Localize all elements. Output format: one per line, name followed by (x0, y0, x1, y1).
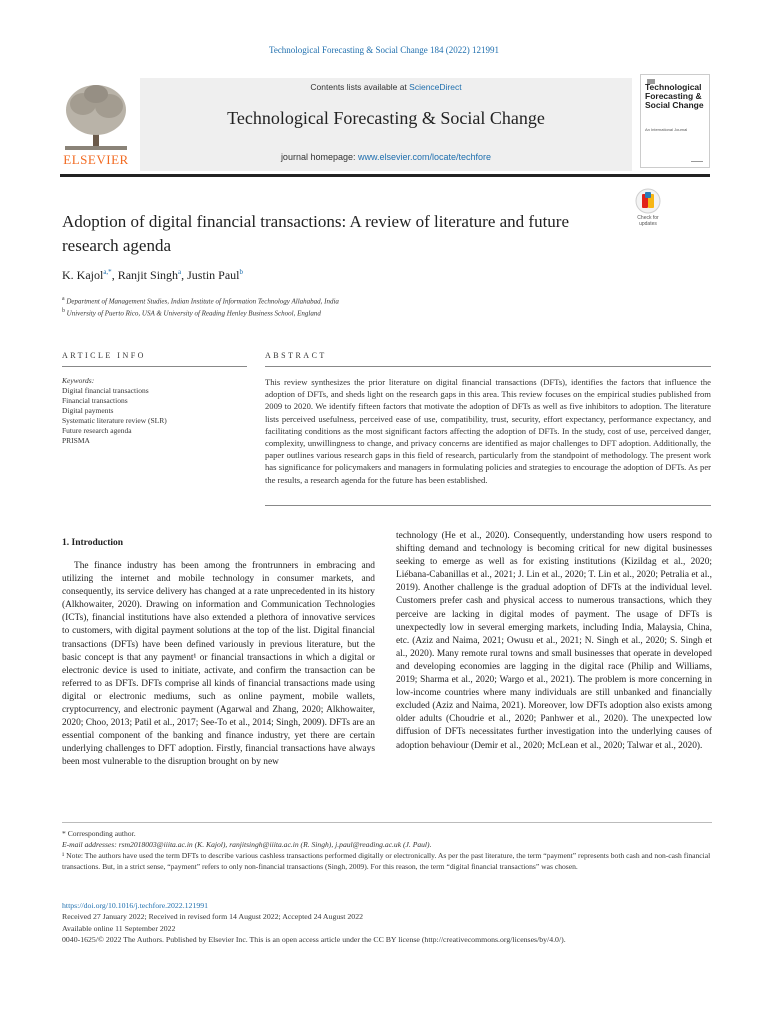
author-name[interactable]: Ranjit Singh (117, 268, 179, 282)
keyword: PRISMA (62, 436, 90, 445)
journal-homepage (140, 152, 632, 162)
header-rule (60, 174, 710, 177)
intro-column-right (396, 530, 712, 753)
sciencedirect-link[interactable]: ScienceDirect (409, 82, 462, 92)
cover-rule (691, 161, 703, 162)
abstract-text: This review synthesizes the prior literature on digital financial transactions (DFTs), identifies the factors that influence the adoption of DFTs, and sheds light on the research gaps in this area. This review focuses on the empirical studies published from 2009 to 2020. We identify fifteen factors that motivate the adoption of DFTs as well as five inhibitors to adoption. The literature lists perceived usefulness, perceived ease of use, compatibility, trust, security, effort expectancy, performance expectancy, and facilitating conditions as the most significant factors affecting the adoption of DFTs. In the study, cost of use, perceived danger, complexity, unwillingness to change, and privacy concerns are identified as major challenges to DFT adoption. Additionally, the paper outlines various research gaps in this field of research, particularly from the standpoint of methodology. The present work has significance for policymakers and managers in formulating policies and strategies to encourage the adoption of DFTs. As per the results, a research agenda for the future has been established. (265, 377, 711, 485)
doi-link[interactable]: https://doi.org/10.1016/j.techfore.2022.121991 (62, 901, 209, 910)
journal-title: Technological Forecasting & Social Change (227, 108, 545, 128)
contents-prefix: Contents lists available at (310, 82, 410, 92)
homepage-link[interactable]: www.elsevier.com/locate/techfore (358, 152, 492, 162)
journal-cover (640, 74, 710, 168)
affiliation-text: Department of Management Studies, Indian Institute of Information Technology Allahabad, India (66, 297, 339, 306)
abstract-rule (265, 366, 711, 367)
keyword: Systematic literature review (SLR) (62, 416, 167, 425)
copyright-license: 0040-1625/© 2022 The Authors. Published by Elsevier Inc. This is an open access article under the CC BY license (http://creativecommons.org/licenses/by/4.0/). (62, 935, 566, 945)
check-updates-label: Check for updates (637, 215, 659, 227)
intro-paragraph: technology (He et al., 2020). Consequently, understanding how users respond to shifting demand and technology is becoming critical for new digital businesses seeking to emerge as well as for existing institutions (Kizildag et al., 2020; Liébana-Cabanillas et al., 2021; J. Lin et al., 2020; T. Lin et al., 2020; Petralia et al., 2019). Another challenge is the gradual adoption of DFTs at the individual level. Customers prefer cash and physical access to numerous transactions, which they perceive are lacking in digital modes of payment. The usage of DFTs is unexpectedly low in several emerging markets, including India, Malaysia, China, etc. (Aziz and Naima, 2021; Owusu et al., 2021; N. Singh et al., 2020; S. Singh et al., 2020). Many remote rural towns and small businesses that operate in developed and developing economies are lagging in the digital race (Philip and Williams, 2019; Sharma et al., 2020; Wargo et al., 2021). The problem is more concerning in low-income countries where many individuals are still unbanked and financially excluded (Aziz and Naima, 2021). Moreover, low DFTs adoption also exists among older adults (Choudrie et al., 2020; Panhwer et al., 2020). The unexpected low diffusion of DFTs necessitates further investigation into the underlying causes of adoption behaviour (Demir et al., 2020; McLean et al., 2020; Talwar et al., 2020). (396, 531, 712, 751)
elsevier-wordmark: ELSEVIER (63, 152, 129, 167)
publication-info (62, 900, 712, 946)
author-name[interactable]: K. Kajol (62, 268, 104, 282)
keyword: Digital payments (62, 406, 114, 415)
author-sup[interactable]: b (239, 268, 243, 276)
check-for-updates-button[interactable] (628, 188, 668, 228)
affiliation-sup: b (62, 308, 65, 314)
cover-title: Technological Forecasting & Social Change (645, 82, 704, 110)
corresponding-author-note: * Corresponding author. (62, 829, 136, 838)
footnote-rule (62, 822, 712, 823)
keywords-label: Keywords: (62, 376, 95, 385)
keyword: Financial transactions (62, 396, 128, 405)
abstract-bottom-rule (265, 505, 711, 506)
article-info-rule (62, 366, 247, 367)
homepage-prefix: journal homepage: (280, 152, 358, 162)
available-online: Available online 11 September 2022 (62, 923, 176, 933)
elsevier-logo (57, 78, 135, 168)
author-sup[interactable]: a,* (103, 268, 112, 276)
article-info-heading: ARTICLE INFO (62, 351, 146, 360)
keyword: Digital financial transactions (62, 386, 149, 395)
terminology-note: ¹ Note: The authors have used the term DFTs to describe various cashless transactions performed digitally or electronically. As per the past literature, the term “payment” represents both cash and non-cash financial transactions. But, in a strict sense, “payment” refers to only non-financial transactions (Singh, 2009). For this reason, the term “digital financial transactions” was chosen. (62, 851, 711, 871)
running-header[interactable]: Technological Forecasting & Social Change 184 (2022) 121991 (268, 45, 500, 55)
affiliation (62, 296, 339, 305)
keywords-block (62, 376, 232, 446)
abstract-heading: ABSTRACT (265, 351, 327, 360)
author-sup[interactable]: a (178, 268, 182, 276)
intro-column-left (62, 560, 375, 770)
received-dates: Received 27 January 2022; Received in revised form 14 August 2022; Accepted 24 August 2022 (62, 912, 363, 922)
affiliation (62, 308, 321, 317)
intro-paragraph: The finance industry has been among the frontrunners in embracing and utilizing the internet and mobile technology in consumer markets, and consequently, its service delivery has changed at a rate unprecedented in its history (Alkhowaiter, 2020). Drawing on information and Communication Technologies (ICTs), financial institutions have also extended a plethora of innovative services to customers, with digital payment solutions at the top of the list. Digital financial transactions (DFTs) have been defined variously in previous literature, but the basic concept is that any payment¹ or financial transactions in which a digital or electronic device is used to initiate, activate, and confirm the transaction can be referred to as DFTs. DFTs comprise all kinds of financial transactions made using digital or electronic mediums, such as online payment, mobile wallets, cryptocurrency, and electronic payment (Agarwal and Zhang, 2020; Alkhowaiter, 2020; Choo, 2013; Patil et al., 2017; See-To et al., 2014; Singh, 2009). DFTs are an essential component of the banking and finance industry, yet there are certain underlying challenges to DFT adoption. Firstly, financial transactions have always been most vulnerable to the disruption brought on by new (62, 561, 375, 768)
contents-line (140, 82, 632, 92)
author-list: K. Kajol$^{a,*}$, Ranjit Singh$^a$, Justin Paul$^b$ (62, 268, 243, 282)
journal-masthead (140, 78, 632, 171)
author-name[interactable]: Justin Paul (187, 268, 240, 282)
section-heading-introduction: 1. Introduction (62, 538, 124, 548)
email-addresses[interactable]: E-mail addresses: rsm2018003@iiita.ac.in (K. Kajol), ranjitsingh@iiita.ac.in (R. Singh), j.paul@reading.ac.uk (J. Paul). (62, 840, 432, 849)
affiliation-sup: a (62, 296, 65, 302)
cover-subtitle: An International Journal (645, 127, 688, 132)
affiliation-text: University of Puerto Rico, USA & University of Reading Henley Business School, England (66, 309, 321, 318)
footnotes (62, 828, 712, 872)
keyword: Future research agenda (62, 426, 132, 435)
check-updates-icon (628, 188, 668, 216)
article-title: Adoption of digital financial transactions: A review of literature and future research agenda (62, 212, 570, 255)
